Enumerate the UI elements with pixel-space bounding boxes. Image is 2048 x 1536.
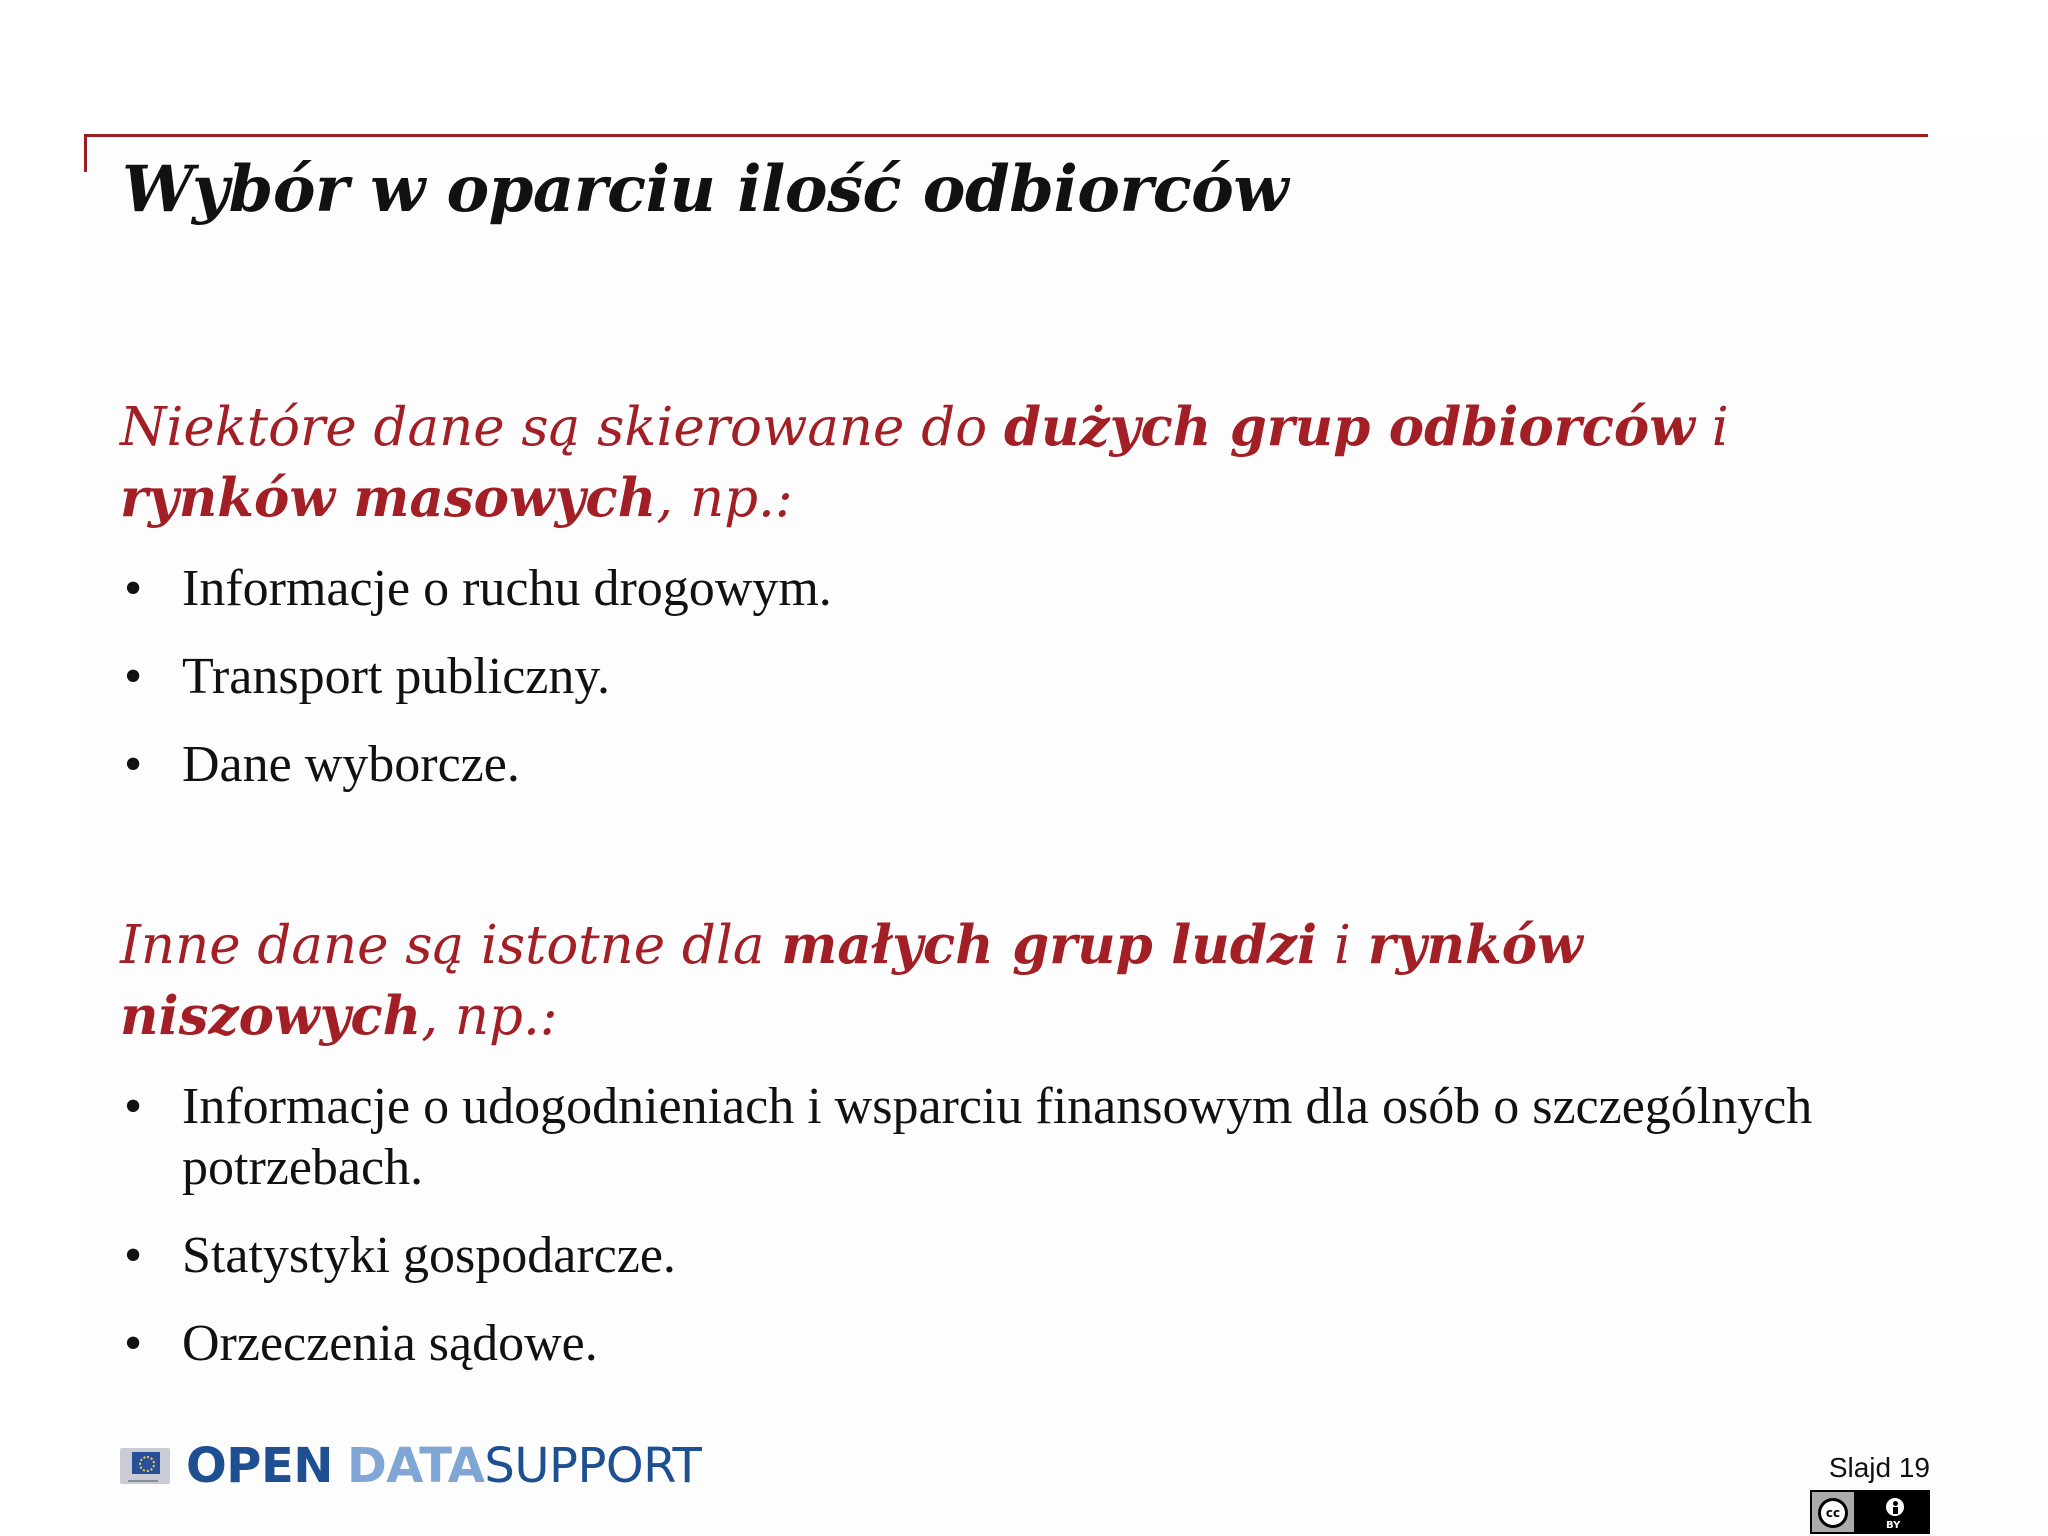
bullet-icon: • [124, 560, 143, 617]
bullet-icon: • [124, 648, 143, 705]
list-item [120, 734, 1940, 795]
slide-title: Wybór w oparciu ilość odbiorców [122, 152, 1288, 227]
slide-number: Slajd 19 [1828, 1452, 1930, 1483]
logo-support-text: SUPPORT [484, 1438, 702, 1494]
title-rule [84, 134, 1928, 137]
section-2-intro-text-3: , np.: [421, 986, 558, 1047]
open-data-support-logo [120, 1436, 701, 1496]
section-1-intro-text-1: Niektóre dane są skierowane do [120, 397, 1004, 458]
list-item [120, 646, 1940, 707]
section-2-bullet-list [120, 1076, 1940, 1401]
section-1-intro-text-3: , np.: [656, 468, 793, 529]
section-2-intro-text-1: Inne dane są istotne dla [120, 915, 782, 976]
section-1-highlight-2: rynków masowych [120, 467, 657, 529]
list-item-text: Orzeczenia sądowe. [182, 1315, 598, 1372]
section-1-bullet-list [120, 558, 1940, 822]
list-item-text: Dane wyborcze. [182, 736, 520, 793]
list-item-text: Informacje o ruchu drogowym. [182, 560, 832, 617]
attribution-icon [1884, 1496, 1906, 1518]
list-item-text: Informacje o udogodnieniach i wsparciu finansowym dla osób o szczególnych potrzebach. [182, 1078, 1813, 1196]
list-item-text: Statystyki gospodarcze. [182, 1227, 676, 1284]
section-2-highlight-1: małych grup ludzi [781, 914, 1318, 976]
section-2-highlight-2: rynków niszowych [120, 914, 1583, 1047]
bullet-icon: • [124, 736, 143, 793]
bullet-icon: • [124, 1078, 143, 1135]
list-item [120, 1225, 1940, 1286]
bullet-icon: • [124, 1315, 143, 1372]
creative-commons-by-icon [1810, 1490, 1930, 1534]
license-by-label: BY [1886, 1520, 1901, 1531]
section-1-intro [120, 392, 1900, 534]
logo-data-text: DATA [346, 1438, 485, 1494]
section-1-highlight-1: dużych grup odbiorców [1003, 396, 1695, 458]
section-2-intro [120, 910, 1900, 1052]
logo-open-text: OPEN [186, 1438, 333, 1494]
list-item [120, 558, 1940, 619]
list-item [120, 1313, 1940, 1374]
section-2-intro-text-2: i [1317, 915, 1368, 976]
eu-flag-icon [120, 1448, 170, 1484]
cc-circle-icon: cc [1818, 1498, 1848, 1528]
list-item [120, 1076, 1940, 1198]
section-1-intro-text-2: i [1694, 397, 1729, 458]
list-item-text: Transport publiczny. [182, 648, 611, 705]
bullet-icon: • [124, 1227, 143, 1284]
title-rule-tick [84, 134, 87, 172]
